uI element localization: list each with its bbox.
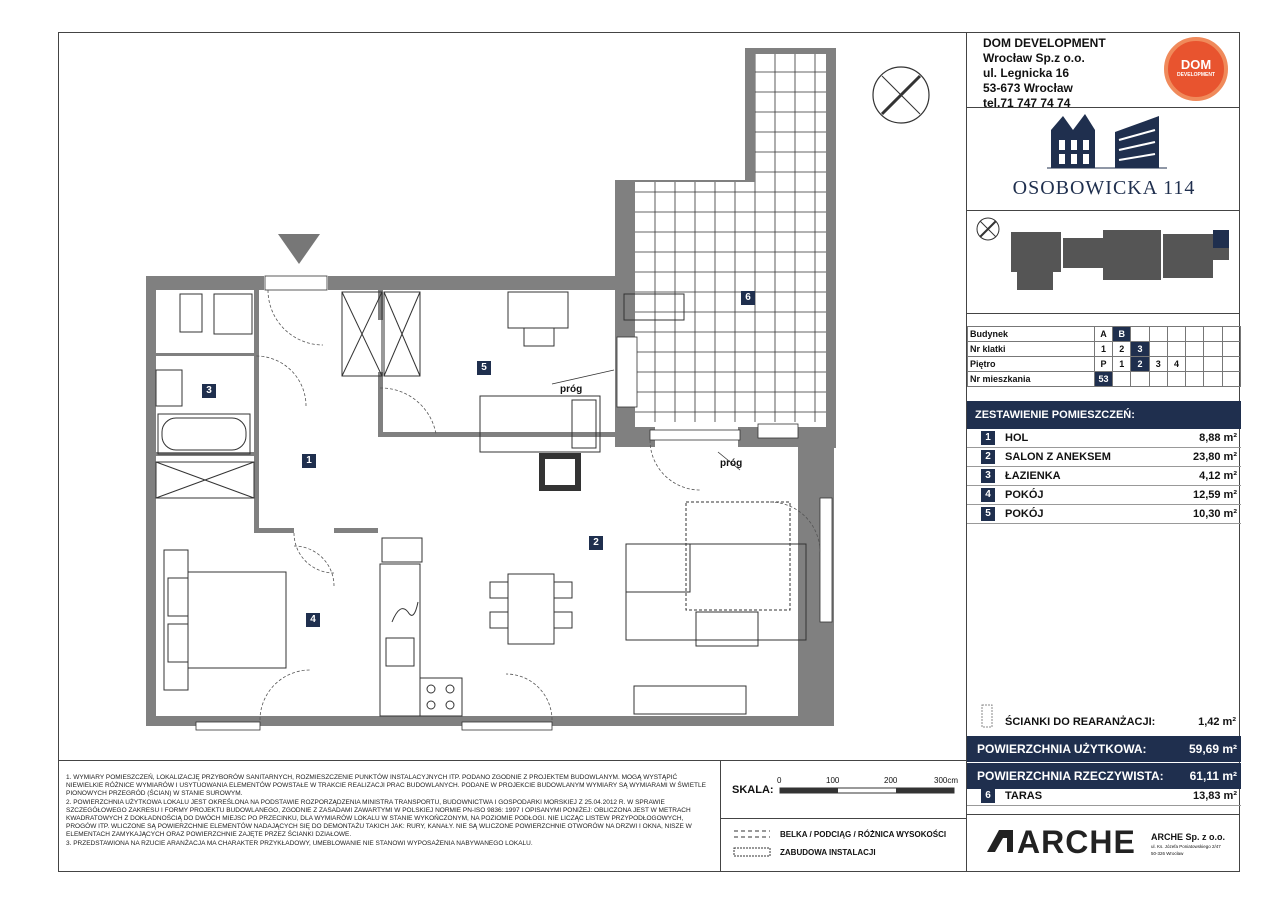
grid-cell-selected: 53 bbox=[1094, 372, 1112, 387]
room-label-2: 2 bbox=[589, 536, 603, 550]
notes-divider bbox=[58, 760, 966, 761]
grid-cell-selected: B bbox=[1113, 327, 1131, 342]
room-area: 23,80 m² bbox=[1192, 451, 1237, 463]
room-number: 1 bbox=[981, 431, 995, 445]
rearrangement-hatch-icon bbox=[981, 704, 993, 728]
room-number: 2 bbox=[981, 450, 995, 464]
rooms-heading: ZESTAWIENIE POMIESZCZEŃ: bbox=[967, 401, 1241, 429]
grid-cell: 1 bbox=[1094, 342, 1112, 357]
room-number: 3 bbox=[981, 469, 995, 483]
grid-cell: A bbox=[1094, 327, 1112, 342]
arche-city: 50-326 Wrocław bbox=[1151, 851, 1184, 856]
usable-area-row bbox=[967, 736, 1241, 762]
company-info bbox=[983, 36, 1106, 111]
room-name: SALON Z ANEKSEM bbox=[1005, 451, 1111, 463]
room-name: POKÓJ bbox=[1005, 489, 1044, 501]
threshold-label: próg bbox=[560, 384, 583, 395]
legend-install: ZABUDOWA INSTALACJI bbox=[780, 848, 876, 857]
room-area: 8,88 m² bbox=[1199, 432, 1237, 444]
grid-row-apartment bbox=[968, 372, 1241, 387]
dom-logo-text: DOM bbox=[1180, 57, 1212, 72]
grid-row-floor bbox=[968, 357, 1241, 372]
scale-tick-0: 0 bbox=[777, 776, 782, 785]
grid-row-building bbox=[968, 327, 1241, 342]
rearrangement-area: 1,42 m² bbox=[1198, 716, 1236, 728]
rearrangement-label: ŚCIANKI DO REARANŻACJI: bbox=[1005, 716, 1156, 728]
arche-name: ARCHE Sp. z o.o. bbox=[1151, 832, 1225, 842]
project-title: OSOBOWICKA 114 bbox=[1012, 177, 1196, 199]
grid-label: Nr mieszkania bbox=[968, 372, 1095, 387]
grid-label: Nr klatki bbox=[968, 342, 1095, 357]
living-furniture bbox=[490, 502, 806, 714]
terrace-row bbox=[967, 787, 1241, 806]
scale-tick-300: 300cm bbox=[934, 776, 959, 785]
location-grid bbox=[967, 326, 1241, 387]
room-label-6: 6 bbox=[741, 291, 755, 305]
usable-area-label: POWIERZCHNIA UŻYTKOWA: bbox=[977, 742, 1147, 756]
note-3: 3. PRZEDSTAWIONA NA RZUCIE ARANŻACJA MA CHARAKTER PRZYKŁADOWY, UMEBLOWANIE NIE STANOWI WYPOSAŻENIA NABYWANEGO LOKALU. bbox=[66, 839, 533, 847]
arche-address: ul. Ks. Józefa Poniatowskiego 2/47 bbox=[1151, 844, 1221, 849]
grid-label: Piętro bbox=[968, 357, 1095, 372]
threshold-label: próg bbox=[720, 458, 743, 469]
scale-label: SKALA: bbox=[732, 784, 774, 796]
note-2: 2. POWIERZCHNIA UŻYTKOWA LOKALU JEST OKREŚLONA NA PODSTAWIE ROZPORZĄDZENIA MINISTRA TRANSPORTU, BUDOWNICTWA I GOSPODARKI MORSKIEJ Z 25.04.2012 R. W SPRAWIE SZCZEGÓŁOWEGO ZAKRESU I FORMY PROJEKTU BUDOWLANEGO, ZGODNIE Z ZASADAMI ZAWARTYMI W POLSKIEJ NORMIE PN-ISO 9836: 1997 I OPISANYMI PONIŻEJ: OBLICZONA JEST W METRACH KWADRATOWYCH Z DOKŁADNOŚCIĄ DO DWÓCH MIEJSC PO PRZECINKU, DLA WYMIARÓW LOKALU W STANIE WYKOŃCZONYM, NA POZIOMIE PODŁOGI. NIE LICZĄC LISTEW PRZYPODŁOGOWYCH, PROGÓW ITP. WLICZONE SĄ POWIERZCHNIE ELEMENTÓW NADAJĄCYCH SIĘ DO DEMONTAŻU TAKICH JAK: RURY, KANAŁY. NIE SĄ WLICZONE POWIERZCHNIE OTWORÓW NA DRZWI I OKNA, NISZE W ELEMENTACH ZAMYKAJĄCYCH ORAZ POWIERZCHNIE ZAJĘTE PRZEZ ŚCIANKI DZIAŁOWE. bbox=[66, 798, 692, 839]
grid-cell: 1 bbox=[1113, 357, 1131, 372]
room-label-1: 1 bbox=[302, 454, 316, 468]
grid-cell: 3 bbox=[1149, 357, 1167, 372]
info-panel bbox=[966, 32, 1240, 872]
room-number: 6 bbox=[981, 789, 995, 803]
room-row bbox=[967, 429, 1241, 448]
room-row bbox=[967, 486, 1241, 505]
real-area-row bbox=[967, 763, 1241, 789]
arche-logo-text: ARCHE bbox=[1017, 824, 1136, 860]
room-name: POKÓJ bbox=[1005, 508, 1044, 520]
room-row bbox=[967, 505, 1241, 524]
notes bbox=[66, 774, 706, 848]
grid-cell-selected: 3 bbox=[1131, 342, 1149, 357]
compass-small-icon bbox=[975, 216, 1001, 242]
terrace-area bbox=[635, 52, 826, 422]
company-phone: tel.71 747 74 74 bbox=[983, 96, 1071, 110]
arche-logo-icon bbox=[985, 826, 1015, 856]
room-row bbox=[967, 467, 1241, 486]
grid-cell-selected: 2 bbox=[1131, 357, 1149, 372]
room-label-3: 3 bbox=[202, 384, 216, 398]
building-keyplan bbox=[1007, 224, 1233, 294]
room-label-4: 4 bbox=[306, 613, 320, 627]
legend-beam: BELKA / PODCIĄG / RÓŻNICA WYSOKOŚCI bbox=[780, 830, 947, 839]
usable-area-value: 59,69 m² bbox=[1188, 742, 1237, 756]
room-name: TARAS bbox=[1005, 790, 1043, 802]
scale-tick-100: 100 bbox=[826, 776, 840, 785]
grid-label: Budynek bbox=[968, 327, 1095, 342]
room4-furniture bbox=[164, 550, 286, 690]
room-row bbox=[967, 448, 1241, 467]
company-city: 53-673 Wrocław bbox=[983, 81, 1073, 95]
kitchen-units bbox=[380, 538, 462, 716]
compass-icon bbox=[873, 67, 929, 123]
floor-plan bbox=[58, 32, 964, 760]
grid-row-staircase bbox=[968, 342, 1241, 357]
legend-symbols bbox=[732, 828, 772, 860]
room-area: 12,59 m² bbox=[1192, 489, 1237, 501]
company-street: ul. Legnicka 16 bbox=[983, 66, 1070, 80]
room-area: 4,12 m² bbox=[1199, 470, 1237, 482]
legend-divider-h bbox=[720, 818, 966, 819]
grid-cell: 2 bbox=[1113, 342, 1131, 357]
real-area-value: 61,11 m² bbox=[1189, 769, 1237, 783]
real-area-label: POWIERZCHNIA RZECZYWISTA: bbox=[977, 769, 1164, 783]
room-name: ŁAZIENKA bbox=[1005, 470, 1061, 482]
company-name: DOM DEVELOPMENT bbox=[983, 36, 1106, 50]
note-1: 1. WYMIARY POMIESZCZEŃ, LOKALIZACJĘ PRZYBORÓW SANITARNYCH, ROZMIESZCZENIE PUNKTÓW INSTALACYJNYCH ITP. PODANO ZGODNIE Z PROJEKTEM BUDOWLANYM. MOGĄ WYSTĄPIĆ NIEWIELKIE RÓŻNICE WYMIARÓW I USYTUOWANIA ELEMENTÓW POWSTAŁE W TRAKCIE REALIZACJI PRAC BUDOWLANYCH. PODANE W PROJEKCIE BUDOWLANYM WYMIARY SĄ WYMIARAMI W ŚWIETLE PIONOWYCH PRZEGRÓD (ŚCIAN) W STANIE SUROWYM. bbox=[66, 774, 706, 798]
building-logo-icon bbox=[1047, 112, 1167, 170]
grid-cell: P bbox=[1094, 357, 1112, 372]
dom-logo-subtext: DEVELOPMENT bbox=[1176, 72, 1216, 78]
grid-cell: 4 bbox=[1167, 357, 1185, 372]
scale-tick-200: 200 bbox=[884, 776, 898, 785]
room-area: 10,30 m² bbox=[1192, 508, 1237, 520]
room-number: 5 bbox=[981, 507, 995, 521]
room-number: 4 bbox=[981, 488, 995, 502]
entrance-arrow-icon bbox=[278, 234, 320, 264]
room-label-5: 5 bbox=[477, 361, 491, 375]
legend-divider bbox=[720, 760, 721, 872]
room-name: HOL bbox=[1005, 432, 1029, 444]
room-area: 13,83 m² bbox=[1192, 790, 1237, 802]
scale-bar bbox=[776, 776, 960, 800]
company-name-2: Wrocław Sp.z o.o. bbox=[983, 51, 1085, 65]
